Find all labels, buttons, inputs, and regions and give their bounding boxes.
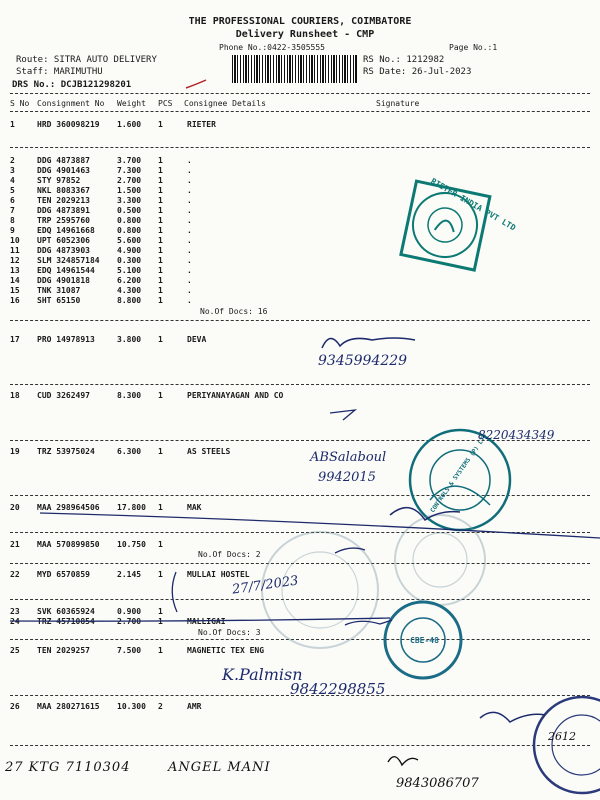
table-cell: 3 — [10, 166, 15, 175]
table-cell: 9 — [10, 226, 15, 235]
table-cell: CUD 3262497 — [37, 391, 90, 400]
table-cell: . — [187, 196, 192, 205]
table-cell: NKL 8083367 — [37, 186, 90, 195]
table-cell: 6.200 — [117, 276, 142, 285]
table-cell: . — [187, 286, 192, 295]
col-signature: Signature — [376, 99, 420, 108]
table-cell: 1 — [158, 286, 163, 295]
table-cell: 1 — [158, 646, 163, 655]
table-cell: 24 — [10, 617, 20, 626]
table-cell: 1 — [158, 176, 163, 185]
systems-stamp — [410, 430, 510, 530]
company-name: THE PROFESSIONAL COURIERS, COIMBATORE — [188, 16, 412, 27]
handwritten-phone: 9942015 — [318, 470, 376, 485]
table-cell: MAA 280271615 — [37, 702, 100, 711]
table-cell: 15 — [10, 286, 20, 295]
phone-number: Phone No.:0422-3505555 — [219, 43, 325, 52]
table-cell: MAA 570899850 — [37, 540, 100, 549]
table-cell: 2.700 — [117, 176, 142, 185]
handwritten-name: K.Palmisn — [222, 665, 303, 684]
table-cell: SVK 60365924 — [37, 607, 95, 616]
table-cell: 25 — [10, 646, 20, 655]
table-cell: TNK 31087 — [37, 286, 81, 295]
table-cell: HRD 360098219 — [37, 120, 100, 129]
table-cell: . — [187, 226, 192, 235]
table-cell: SLM 324857184 — [37, 256, 100, 265]
table-cell: . — [187, 296, 192, 305]
col-consignment: Consignment No — [37, 99, 105, 108]
table-cell: 1 — [158, 186, 163, 195]
table-cell: 0.800 — [117, 226, 142, 235]
table-cell: 1 — [158, 226, 163, 235]
page-number: Page No.:1 — [449, 43, 498, 52]
table-cell: 17 — [10, 335, 20, 344]
table-cell: 4.900 — [117, 246, 142, 255]
table-cell: UPT 6052306 — [37, 236, 90, 245]
table-cell: . — [187, 256, 192, 265]
table-cell: TEN 2029257 — [37, 646, 90, 655]
table-cell: 1 — [158, 570, 163, 579]
table-cell: 11 — [10, 246, 20, 255]
table-cell: 16 — [10, 296, 20, 305]
table-cell: 10 — [10, 236, 20, 245]
table-cell: 8 — [10, 216, 15, 225]
table-cell: MAGNETIC TEX ENG — [187, 646, 265, 655]
table-cell: . — [187, 206, 192, 215]
table-cell: 1 — [158, 607, 163, 616]
table-cell: 2 — [10, 156, 15, 165]
table-cell: 19 — [10, 447, 20, 456]
table-cell: 2 — [158, 702, 163, 711]
table-cell: . — [187, 156, 192, 165]
table-cell: 1 — [158, 206, 163, 215]
handwritten-phone: 9842298855 — [290, 680, 386, 698]
col-pcs: PCS — [158, 99, 173, 108]
table-cell: 5.600 — [117, 236, 142, 245]
col-weight: Weight — [117, 99, 146, 108]
docs-count: No.Of Docs: 2 — [198, 550, 261, 559]
table-cell: TEN 2029213 — [37, 196, 90, 205]
table-cell: AMR — [187, 702, 202, 711]
table-cell: MAK — [187, 503, 202, 512]
table-cell: 1 — [158, 216, 163, 225]
table-cell: 5.100 — [117, 266, 142, 275]
table-cell: 1 — [158, 156, 163, 165]
ink-sig — [480, 712, 545, 722]
table-cell: DDG 4901818 — [37, 276, 90, 285]
table-cell: 1 — [158, 166, 163, 175]
table-cell: . — [187, 176, 192, 185]
table-cell: 3.700 — [117, 156, 142, 165]
hostel-stamp — [534, 697, 600, 793]
ink-line — [40, 513, 600, 538]
docs-count: No.Of Docs: 3 — [198, 628, 261, 637]
table-cell: 6 — [10, 196, 15, 205]
table-cell: 2.700 — [117, 617, 142, 626]
table-cell: 2.145 — [117, 570, 142, 579]
staff: Staff: MARIMUTHU — [16, 67, 103, 77]
handwritten-consignee: ANGEL MANI — [168, 760, 271, 775]
handwritten-name: ABSalaboul — [310, 450, 387, 465]
table-cell: DDG 4873891 — [37, 206, 90, 215]
table-cell: AS STEELS — [187, 447, 231, 456]
table-cell: . — [187, 236, 192, 245]
table-cell: EDQ 14961544 — [37, 266, 95, 275]
table-cell: . — [187, 246, 192, 255]
table-cell: MULLAI HOSTEL — [187, 570, 250, 579]
table-cell: DDG 4901463 — [37, 166, 90, 175]
table-cell: 22 — [10, 570, 20, 579]
docs-count: No.Of Docs: 16 — [200, 307, 268, 316]
table-cell: 0.300 — [117, 256, 142, 265]
table-cell: 4.300 — [117, 286, 142, 295]
ink-brace — [172, 572, 177, 612]
table-cell: 1 — [158, 120, 163, 129]
table-cell: 13 — [10, 266, 20, 275]
table-cell: 1 — [158, 256, 163, 265]
table-cell: . — [187, 166, 192, 175]
table-cell: PERIYANAYAGAN AND CO — [187, 391, 284, 400]
table-cell: TRP 2595760 — [37, 216, 90, 225]
table-cell: MYD 6570859 — [37, 570, 90, 579]
handwritten-date: 27/7/2023 — [231, 573, 300, 598]
route: Route: SITRA AUTO DELIVERY — [16, 55, 157, 65]
table-cell: . — [187, 276, 192, 285]
table-cell: 1 — [158, 391, 163, 400]
table-cell: 21 — [10, 540, 20, 549]
table-cell: 1 — [158, 296, 163, 305]
table-cell: . — [187, 266, 192, 275]
table-cell: SHT 65150 — [37, 296, 81, 305]
table-cell: 1 — [158, 335, 163, 344]
table-cell: STY 97852 — [37, 176, 81, 185]
rs-number: RS No.: 1212982 — [363, 55, 445, 65]
table-cell: 10.300 — [117, 702, 146, 711]
table-cell: 1 — [158, 617, 163, 626]
table-cell: 26 — [10, 702, 20, 711]
table-cell: 12 — [10, 256, 20, 265]
table-cell: 5 — [10, 186, 15, 195]
ink-sig — [322, 338, 415, 348]
rieter-stamp — [401, 181, 490, 270]
col-consignee: Consignee Details — [184, 99, 266, 108]
handwritten-signature: 2612 — [548, 730, 576, 743]
ink-line — [10, 618, 390, 621]
table-cell: 18 — [10, 391, 20, 400]
handwritten-row-27: 27 KTG 7110304 — [5, 760, 131, 775]
table-cell: TRZ 45710854 — [37, 617, 95, 626]
cbe-stamp-text: CBE-48 — [410, 636, 439, 645]
rieter-stamp-text: RIETER INDIA PVT LTD — [429, 176, 518, 233]
table-cell: 7.500 — [117, 646, 142, 655]
table-cell: 8.300 — [117, 391, 142, 400]
ink-sig — [330, 410, 355, 420]
table-cell: 1.600 — [117, 120, 142, 129]
col-sno: S No — [10, 99, 30, 108]
table-cell: 0.900 — [117, 607, 142, 616]
table-cell: MAA 298964506 — [37, 503, 100, 512]
table-cell: 10.750 — [117, 540, 146, 549]
table-cell: EDQ 14961668 — [37, 226, 95, 235]
table-cell: 1 — [158, 246, 163, 255]
table-cell: PRO 14978913 — [37, 335, 95, 344]
table-cell: 1 — [158, 266, 163, 275]
table-cell: 23 — [10, 607, 20, 616]
table-cell: MALLIGAI — [187, 617, 226, 626]
table-cell: DDG 4873903 — [37, 246, 90, 255]
table-cell: . — [187, 216, 192, 225]
table-cell: 20 — [10, 503, 20, 512]
table-cell: 6.300 — [117, 447, 142, 456]
document-title: Delivery Runsheet - CMP — [235, 29, 375, 40]
table-cell: 1 — [158, 503, 163, 512]
table-cell: 7.300 — [117, 166, 142, 175]
table-cell: 7 — [10, 206, 15, 215]
handwritten-phone: 9345994229 — [318, 353, 408, 369]
table-cell: 8.800 — [117, 296, 142, 305]
table-cell: 4 — [10, 176, 15, 185]
table-cell: RIETER — [187, 120, 216, 129]
table-cell: DDG 4873887 — [37, 156, 90, 165]
table-cell: 0.800 — [117, 216, 142, 225]
ink-sig — [335, 548, 365, 553]
table-cell: 1 — [158, 447, 163, 456]
table-cell: 0.500 — [117, 206, 142, 215]
table-cell: 1 — [158, 236, 163, 245]
table-cell: 1 — [10, 120, 15, 129]
table-cell: 1 — [158, 276, 163, 285]
drs-number: DRS No.: DCJB121298201 — [12, 80, 132, 90]
table-cell: . — [187, 186, 192, 195]
table-cell: 1 — [158, 196, 163, 205]
table-cell: 3.300 — [117, 196, 142, 205]
systems-stamp-text: CONTROLS & SYSTEMS (P) LTD — [429, 433, 489, 514]
ink-sig — [388, 757, 418, 765]
handwritten-phone: 8220434349 — [478, 428, 555, 442]
table-cell: 3.800 — [117, 335, 142, 344]
table-cell: 14 — [10, 276, 20, 285]
table-cell: TRZ 53975024 — [37, 447, 95, 456]
table-cell: 1 — [158, 540, 163, 549]
table-cell: 1.500 — [117, 186, 142, 195]
rs-date: RS Date: 26-Jul-2023 — [363, 67, 472, 77]
handwritten-phone: 9843086707 — [396, 776, 479, 791]
table-cell: 17.800 — [117, 503, 146, 512]
table-cell: DEVA — [187, 335, 207, 344]
ink-tick — [186, 80, 206, 88]
